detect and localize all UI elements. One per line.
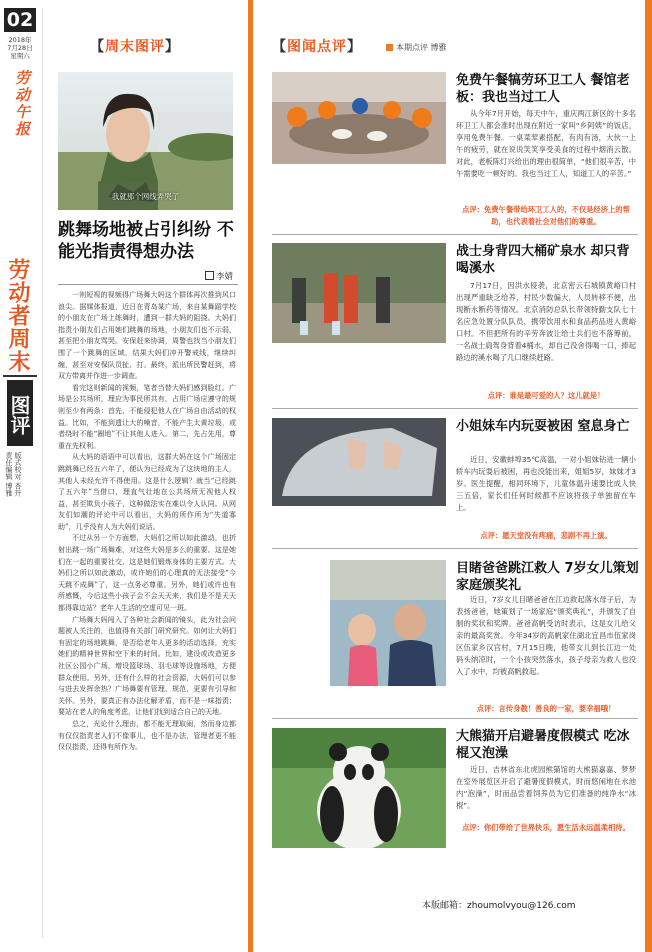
news-title: 目睹爸爸跳江救人 7岁女儿策划家庭颁奖礼 [456, 561, 639, 593]
news-photo-lunch [272, 72, 446, 164]
divider [272, 234, 638, 235]
divider [58, 284, 238, 285]
square-icon [386, 44, 393, 51]
divider [272, 718, 638, 719]
article-paragraph: 广场舞大妈闯入了各种社会新闻的镜头，此为社会问题被人关注的，也值得有关部门研究研究。如何让大妈们有固定的场地跳舞，是否给老年人更多的活动选择，充实她们的精神世界和空下来的时间。比如，建设或改造更多社区公园小广场，增设篮球场、羽毛球等设施场地，方便群众使用。另外，还有什么样的社会资源，大妈们可以参与进去发挥余热？广场舞要有管理、规范，更要有引导和关怀。另外，要真正有办法化解矛盾，而不是一味指责；要站在老人的角度考虑，让他们找到适合自己的天地。 [58, 615, 236, 717]
news-comment: 点评：免费午餐带给环卫工人的，不仅是经济上的帮助，也代表着社会对他们的尊重。 [462, 205, 630, 226]
news-photo-car-window [272, 418, 446, 506]
byline: 李婧 [205, 270, 233, 282]
page-edge-bar [645, 0, 652, 952]
news-title: 小姐妹车内玩耍被困 窒息身亡 [456, 419, 630, 434]
news-comment: 点评：你们带给了世界快乐，愿生活永远温柔相待。 [462, 823, 630, 832]
staff-line: 版式校对 杏开 [14, 452, 22, 497]
staff-line: 责任编辑 博雅 [5, 452, 13, 497]
article-paragraph: 从大妈的语语中可以看出，这群大妈在这个广场固定跳跳舞已经五六年了，便认为已经成为了这块地的主人，其他人未经允许不得使用。这是什么逻辑？就当“已经跳了五六年”当借口，理直气壮地在公共场所无视他人权益，甚至欺负小孩子，这种做法实在难以令人认同。从网友们如潮的评论中可以看出，大妈的所作所为“失道寡助”，几乎没有人为大妈们说话。 [58, 453, 236, 531]
host-label: 本期点评 博雅 [386, 42, 447, 53]
column-divider [248, 0, 253, 952]
article-paragraph: 总之，光论什么理由，都不能无理取闹，然而身边都有仅仅指责老人们不像事儿，也不是办法，管理者更不能仅仅指责，还得有所作为。 [58, 719, 236, 752]
news-text: 近日，7岁女儿目睹爸爸在江边救起落水母子后，为表扬爸爸，她策划了一场家庭“颁奖典礼”，并颁发了自制的奖状和奖牌。爸爸高帆受访时表示，这是女儿给父亲的最高奖赏。今年34岁的高帆家住湖北宜昌市伍家岗区伍家乡汉宫村，7月15日晚，他带女儿到长江边一处码头纳凉时，一个小孩突然落水，孩子母亲为救人也没入了水中，均被高帆救起。 [456, 595, 636, 676]
section-name: 图评 [7, 380, 33, 446]
news-comment: 点评：言传身教！善良的一家，要幸福哦！ [476, 704, 616, 713]
footer-email: 本版邮箱：zhoumolvyou@126.com [422, 901, 576, 911]
article-body [58, 290, 236, 754]
issue-date [2, 36, 38, 60]
article-paragraph: 一则短视的视频得广场舞大妈这个群体再次推到风口浪尖。据媒体报道，近日在青岛某广场，来自某舞蹈学校的小朋友在广场上练舞时，遭到一群大妈的阻挠。大妈们指责小朋友们占用她们跳舞的场地，小朋友们也不示弱，甚至把小朋友骂哭。安保赶来协调，周警也找当小朋友们围了一个跳舞的区域，结果大妈们冲开警戒线，继续纠缠，甚至对安保队员扯、打。最终，派出所民警赶到，将双方带离并作进一步调查。 [58, 291, 236, 381]
news-title: 大熊猫开启避暑度假模式 吃冰棍又泡澡 [456, 729, 630, 761]
divider [272, 408, 638, 409]
paper-logo: 劳动午报 [13, 70, 31, 138]
column-name: 劳动者周末 [5, 258, 30, 373]
byline-square-icon [205, 271, 214, 280]
divider [3, 375, 37, 377]
news-text: 近日，吉林省东北虎园熊猫馆的大熊猫嘉嘉、梦梦在室外展览区开启了避暑度假模式，时而悠闲地在水池内“泡澡”，时而品尝着饲养员为它们准备的纯净水“冰棍”。 [456, 765, 636, 810]
article-paragraph: 不过从另一个方面想，大妈们之所以如此激动，也折射出跳一场广场舞难，对这些大妈是多么的重要。这是她们在一起的重要社交，这是她们锻炼身体的主要方式。大妈们之所以如此激动，或许她们的心理真的无法接受“今天跳不成舞”了，这一点务必尊重。另外，她们或许也有所感慨，今后这些小孩子会不会天天来，我们是不是天天都得靠边站？老年人生活的空虚可见一斑。 [58, 534, 236, 613]
news-text: 近日，安徽蚌埠35℃高温，一对小姐妹钻进一辆小轿车内玩耍后被困，再也没能出来，姐姐5岁，妹妹才3岁。医生提醒，相同环境下，儿童体温升速要比成人快三五倍，家长们任何时候都不应该将孩子单独留在车上。 [456, 455, 636, 512]
news-text: 从今年7月开始，每天中午，重庆两江新区的十多名环卫工人都会准时出现在附近一家叫“乡阿姨”的饭店，享用免费午餐。一桌菜荤素搭配，有肉有汤，大伙一上午的疲劳，就在说说笑笑享受美食的过程中烟消云散。对此，老板陈灯兴给出的理由很简单，“他们很辛苦，中午需要吃一顿好的。我也当过工人，知道工人的辛苦。” [456, 109, 636, 178]
news-title: 免费午餐犒劳环卫工人 餐馆老板：我也当过工人 [456, 73, 630, 105]
masthead [0, 0, 40, 952]
article-paragraph: 看完这则新闻的视频，笔者当替大妈们感到脸红。广场是公共场所，理应为事民所共有，占用广场应遵守的规则至少有两条：首先，不能侵犯他人在广场自由活动的权益。比如，不能到遗让大的噪音，不能产生太黄垃圾，或者绕时不能“圈地”不让其他人进入。第二，先占先用，尊重在先权利。 [58, 383, 236, 450]
date-line: 星期六 [10, 52, 30, 60]
divider [272, 548, 638, 549]
date-line: 7月28日 [7, 44, 33, 52]
news-photo-panda [272, 728, 446, 848]
section-header-weekend: 【周末图评】 [90, 39, 180, 55]
divider [42, 8, 43, 938]
news-photo-award [330, 560, 446, 686]
news-comment: 点评：愿天堂没有疼痛，悲剧不再上演。 [480, 531, 612, 540]
staff-credits [4, 452, 22, 542]
main-photo [58, 72, 233, 210]
news-comment: 点评：谁是最可爱的人？这儿就是！ [487, 391, 605, 400]
date-line: 2018年 [8, 36, 32, 44]
article-title: 跳舞场地被占引纠纷 不能光指责得想办法 [58, 220, 234, 262]
news-title: 战士身背四大桶矿泉水 却只背喝溪水 [456, 244, 630, 276]
news-photo-soldier [272, 243, 446, 343]
section-header-news: 【图闻点评】 [272, 39, 362, 55]
news-text: 7月17日，因洪水侵袭，北京密云石城镇黄峪口村出现严重缺乏给养，村民少数偏大，人员转移不便，出现断水断药等情况。北京消防总队长带领特勤支队七十名应急处置分队队员，携带饮用水和食品药品进入黄峪口村。不但把所有的辛劳奔波让给士兵们也不落筹前，一名战士扃驾身背着4桶水，却自己没舍得喝一口，捧起路边的溪水喝了几口继续赶路。 [456, 281, 636, 362]
page-number: 02 [4, 8, 36, 32]
photo-caption: 我就那个网线弄哭了 [111, 192, 180, 201]
